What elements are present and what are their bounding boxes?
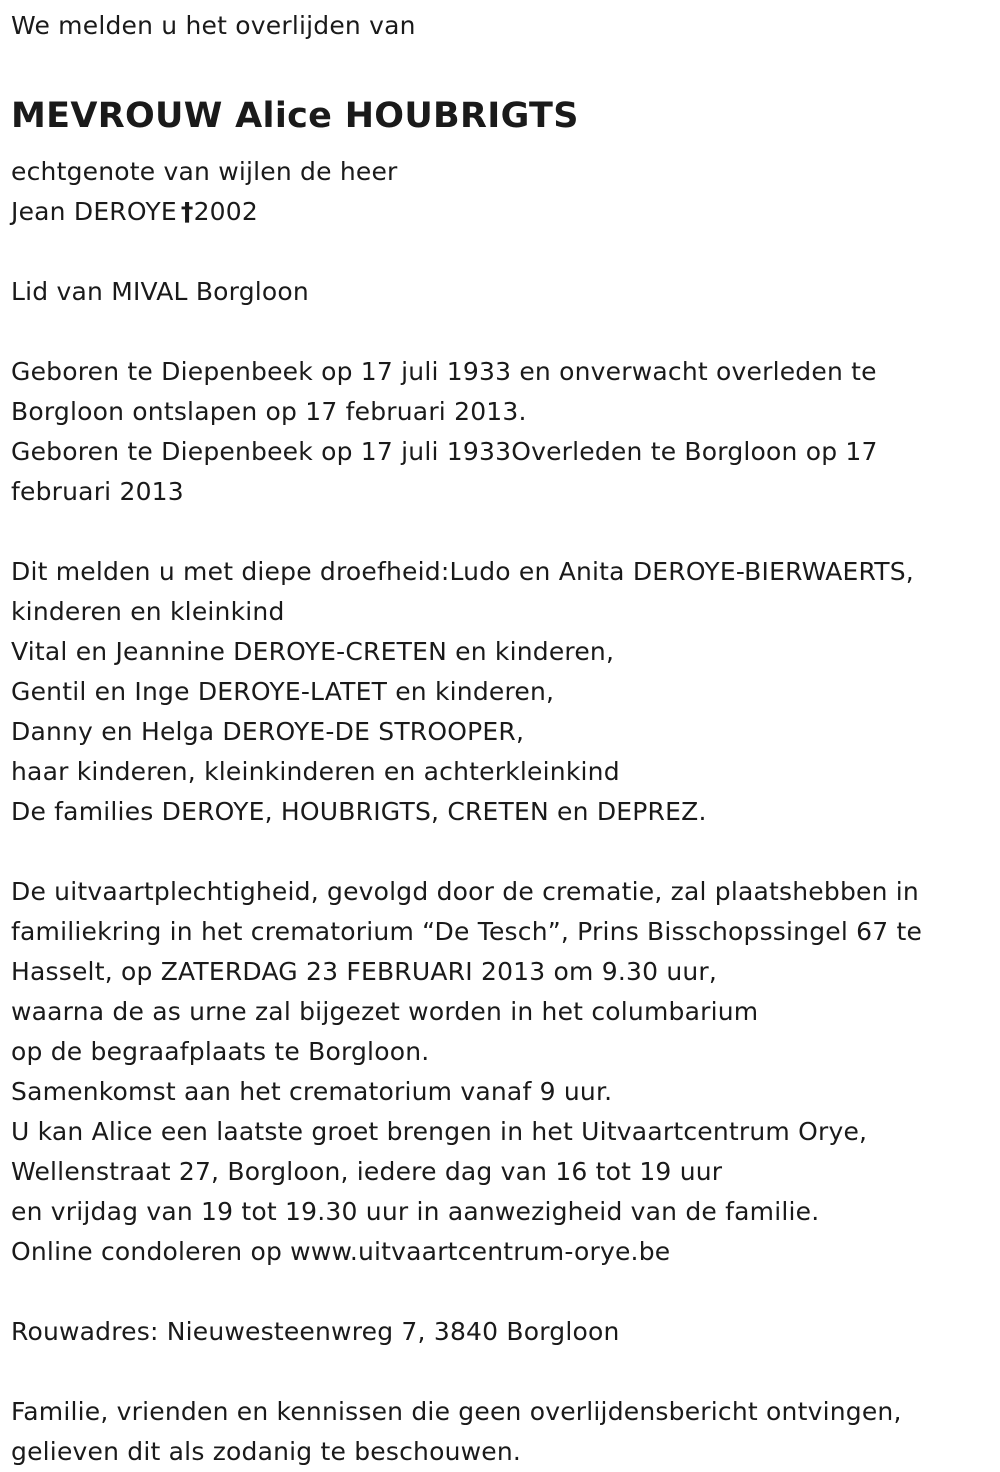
spacer — [11, 232, 991, 272]
birth-death-line: Geboren te Diepenbeek op 17 juli 1933 en onverwacht overleden te — [11, 357, 877, 386]
spouse-name: Jean DEROYE — [11, 197, 177, 226]
ceremony-line: Wellenstraat 27, Borgloon, iedere dag van 16 tot 19 uur — [11, 1157, 723, 1186]
membership-text: Lid van MIVAL Borgloon — [11, 277, 309, 306]
intro-text: We melden u het overlijden van — [11, 11, 416, 40]
death-notice — [11, 6, 991, 1472]
spouse-name-line — [11, 192, 991, 232]
deceased-name: MEVROUW Alice HOUBRIGTS — [11, 96, 579, 136]
birth-death-line: Borgloon ontslapen op 17 februari 2013. — [11, 397, 527, 426]
spacer — [11, 1352, 991, 1392]
mourner-line: De families DEROYE, HOUBRIGTS, CRETEN en DEPREZ. — [11, 797, 707, 826]
spacer — [11, 312, 991, 352]
closing-line: gelieven dit als zodanig te beschouwen. — [11, 1437, 522, 1466]
ceremony-line: familiekring in het crematorium “De Tesch”, Prins Bisschopssingel 67 te — [11, 917, 923, 946]
spacer — [11, 1272, 991, 1312]
cross-icon: † — [180, 197, 194, 226]
spacer — [11, 512, 991, 552]
ceremony-line: Samenkomst aan het crematorium vanaf 9 uur. — [11, 1077, 613, 1106]
mourning-address: Rouwadres: Nieuwesteenwreg 7, 3840 Borgloon — [11, 1317, 620, 1346]
ceremony-line: op de begraafplaats te Borgloon. — [11, 1037, 430, 1066]
ceremony-line: waarna de as urne zal bijgezet worden in het columbarium — [11, 997, 759, 1026]
ceremony-line: De uitvaartplechtigheid, gevolgd door de crematie, zal plaatshebben in — [11, 877, 919, 906]
mourner-line: Dit melden u met diepe droefheid:Ludo en Anita DEROYE-BIERWAERTS, — [11, 557, 914, 586]
birth-death-line: Geboren te Diepenbeek op 17 juli 1933Overleden te Borgloon op 17 — [11, 437, 878, 466]
mourner-line: Gentil en Inge DEROYE-LATET en kinderen, — [11, 677, 555, 706]
ceremony-line: Hasselt, op ZATERDAG 23 FEBRUARI 2013 om 9.30 uur, — [11, 957, 718, 986]
ceremony-line: en vrijdag van 19 tot 19.30 uur in aanwezigheid van de familie. — [11, 1197, 820, 1226]
mourner-line: kinderen en kleinkind — [11, 597, 285, 626]
spacer — [11, 832, 991, 872]
mourner-line: haar kinderen, kleinkinderen en achterkleinkind — [11, 757, 620, 786]
spouse-line: echtgenote van wijlen de heer — [11, 157, 398, 186]
mourner-line: Danny en Helga DEROYE-DE STROOPER, — [11, 717, 525, 746]
ceremony-line: U kan Alice een laatste groet brengen in het Uitvaartcentrum Orye, — [11, 1117, 868, 1146]
spouse-death-year: 2002 — [193, 197, 259, 226]
mourner-line: Vital en Jeannine DEROYE-CRETEN en kinderen, — [11, 637, 615, 666]
closing-line: Familie, vrienden en kennissen die geen overlijdensbericht ontvingen, — [11, 1397, 902, 1426]
condolence-line: Online condoleren op www.uitvaartcentrum-orye.be — [11, 1237, 671, 1266]
birth-death-line: februari 2013 — [11, 477, 184, 506]
